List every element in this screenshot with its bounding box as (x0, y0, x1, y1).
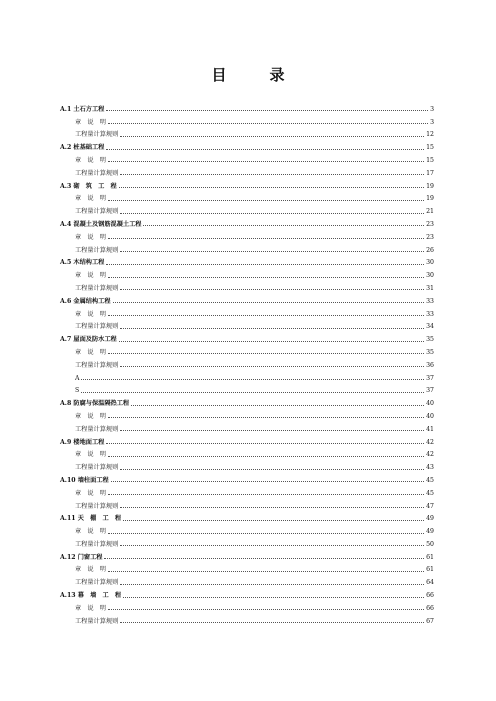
dot-leader (106, 263, 424, 265)
toc-entry-label: 工程量计算规则 (75, 617, 119, 625)
toc-page-number: 21 (426, 208, 434, 216)
dot-leader (108, 199, 424, 201)
toc-sub-entry[interactable] (60, 612, 434, 625)
toc-chapter-entry[interactable] (60, 292, 434, 305)
toc-page-number: 61 (426, 553, 434, 561)
dot-leader (120, 173, 424, 175)
toc-entry-label: 章 说 明 (75, 528, 106, 536)
toc-chapter-entry[interactable] (60, 433, 434, 446)
toc-sub-entry[interactable] (60, 446, 434, 459)
toc-entry-label: 工程量计算规则 (75, 208, 119, 216)
toc-entry-label: 章 说 明 (75, 604, 106, 612)
dot-leader (81, 391, 424, 393)
toc-chapter-entry[interactable] (60, 100, 434, 113)
toc-page-number: 19 (426, 195, 434, 203)
toc-page-number: 64 (426, 579, 434, 587)
dot-leader (108, 455, 424, 457)
toc-page-number: 3 (430, 118, 434, 126)
dot-leader (131, 404, 424, 406)
toc-entry-label: A (75, 374, 80, 382)
dot-leader (119, 186, 424, 188)
dot-leader (106, 109, 428, 111)
toc-sub-entry[interactable] (60, 522, 434, 535)
dot-leader (120, 468, 424, 470)
dot-leader (108, 493, 424, 495)
toc-page-number: 33 (426, 310, 434, 318)
dot-leader (120, 135, 424, 137)
toc-entry-label: 工程量计算规则 (75, 169, 119, 177)
toc-chapter-entry[interactable] (60, 510, 434, 523)
toc-page-number: 45 (426, 489, 434, 497)
toc-entry-label: 工程量计算规则 (75, 284, 119, 292)
toc-entry-label: A.8 防腐与保温隔热工程 (60, 400, 130, 408)
toc-page-number: 43 (426, 464, 434, 472)
dot-leader (123, 596, 424, 598)
toc-page-number: 37 (426, 387, 434, 395)
toc-page-number: 49 (426, 515, 434, 523)
toc-sub-entry[interactable] (60, 497, 434, 510)
toc-entry-label: 章 说 明 (75, 156, 106, 164)
toc-chapter-entry[interactable] (60, 177, 434, 190)
toc-sub-entry[interactable] (60, 126, 434, 139)
toc-sub-entry[interactable] (60, 151, 434, 164)
toc-page-number: 15 (426, 156, 434, 164)
toc-entry-label: A.12 门窗工程 (60, 553, 103, 561)
toc-entry-label: 章 说 明 (75, 310, 106, 318)
toc-sub-entry[interactable] (60, 113, 434, 126)
toc-entry-label: 章 说 明 (75, 412, 106, 420)
toc-entry-label: A.11 天 棚 工 程 (60, 515, 122, 523)
toc-page-number: 33 (426, 297, 434, 305)
toc-chapter-entry[interactable] (60, 394, 434, 407)
toc-entry-label: 工程量计算规则 (75, 323, 119, 331)
toc-chapter-entry[interactable] (60, 138, 434, 151)
toc-entry-label: A.2 桩基础工程 (60, 144, 105, 152)
toc-page-number: 23 (426, 220, 434, 228)
toc-entry-label: 工程量计算规则 (75, 464, 119, 472)
toc-entry-label: 章 说 明 (75, 489, 106, 497)
toc-chapter-entry[interactable] (60, 586, 434, 599)
dot-leader (120, 583, 424, 585)
toc-page-number: 17 (426, 169, 434, 177)
toc-sub-entry[interactable] (60, 190, 434, 203)
toc-page-number: 26 (426, 246, 434, 254)
dot-leader (108, 314, 424, 316)
toc-sub-entry[interactable] (60, 202, 434, 215)
dot-leader (108, 532, 424, 534)
toc-entry-label: A.7 屋面及防水工程 (60, 336, 117, 344)
toc-entry-label: 章 说 明 (75, 451, 106, 459)
dot-leader (120, 506, 424, 508)
dot-leader (108, 122, 428, 124)
toc-sub-entry[interactable] (60, 164, 434, 177)
toc-page-number: 40 (426, 400, 434, 408)
toc-page-number: 34 (426, 323, 434, 331)
dot-leader (120, 250, 424, 252)
toc-chapter-entry[interactable] (60, 215, 434, 228)
toc-entry-label: A.6 金属结构工程 (60, 297, 111, 305)
toc-page-number: 42 (426, 438, 434, 446)
toc-sub-entry[interactable] (60, 561, 434, 574)
toc-sub-entry[interactable] (60, 420, 434, 433)
toc-entry-label: A.3 砌 筑 工 程 (60, 182, 117, 190)
dot-leader (108, 352, 424, 354)
toc-entry-label: A.1 土石方工程 (60, 105, 105, 113)
toc-entry-label: A.13 幕 墙 工 程 (60, 592, 122, 600)
toc-page-number: 30 (426, 272, 434, 280)
toc-page-number: 47 (426, 502, 434, 510)
toc-page-number: 50 (426, 540, 434, 548)
toc-sub-entry[interactable] (60, 305, 434, 318)
toc-entry-label: 章 说 明 (75, 272, 106, 280)
dot-leader (108, 570, 424, 572)
dot-leader (108, 276, 424, 278)
toc-page-number: 37 (426, 374, 434, 382)
toc-page-number: 12 (426, 131, 434, 139)
toc-entry-label: 章 说 明 (75, 233, 106, 241)
toc-page-number: 49 (426, 528, 434, 536)
toc-sub-entry[interactable] (60, 573, 434, 586)
toc-sub-entry[interactable] (60, 266, 434, 279)
toc-entry-label: A.9 楼地面工程 (60, 438, 105, 446)
toc-entry-label: 章 说 明 (75, 118, 106, 126)
toc-page-number: 31 (426, 284, 434, 292)
toc-chapter-entry[interactable] (60, 471, 434, 484)
toc-page-number: 42 (426, 451, 434, 459)
toc-entry-label: A.5 木结构工程 (60, 259, 105, 267)
toc-page-number: 36 (426, 361, 434, 369)
dot-leader (120, 327, 424, 329)
toc-page-number: 19 (426, 182, 434, 190)
dot-leader (120, 621, 424, 623)
toc-entry-label: 工程量计算规则 (75, 361, 119, 369)
toc-entry-label: 工程量计算规则 (75, 425, 119, 433)
toc-entry-label: 工程量计算规则 (75, 579, 119, 587)
toc-sub-entry[interactable] (60, 484, 434, 497)
dot-leader (111, 480, 424, 482)
toc-page-number: 23 (426, 233, 434, 241)
toc-entry-label: 章 说 明 (75, 348, 106, 356)
toc-sub-entry[interactable] (60, 382, 434, 395)
dot-leader (123, 519, 424, 521)
toc-sub-entry[interactable] (60, 407, 434, 420)
toc-sub-entry[interactable] (60, 241, 434, 254)
toc-sub-entry[interactable] (60, 356, 434, 369)
toc-sub-entry[interactable] (60, 279, 434, 292)
toc-entry-label: 章 说 明 (75, 195, 106, 203)
toc-page-number: 35 (426, 348, 434, 356)
toc-entry-label: 工程量计算规则 (75, 246, 119, 254)
toc-page-number: 66 (426, 604, 434, 612)
dot-leader (81, 378, 424, 380)
toc-page-number: 40 (426, 412, 434, 420)
toc-entry-label: 工程量计算规则 (75, 540, 119, 548)
toc-page-number: 61 (426, 566, 434, 574)
toc-sub-entry[interactable] (60, 535, 434, 548)
dot-leader (108, 608, 424, 610)
dot-leader (108, 416, 424, 418)
toc-chapter-entry[interactable] (60, 548, 434, 561)
toc-sub-entry[interactable] (60, 369, 434, 382)
toc-entry-label: S (75, 387, 80, 395)
dot-leader (143, 224, 424, 226)
toc-entry-label: A.4 混凝土及钢筋混凝土工程 (60, 220, 142, 228)
dot-leader (120, 544, 424, 546)
toc-sub-entry[interactable] (60, 343, 434, 356)
toc-page-number: 3 (430, 105, 434, 113)
toc-entry-label: 工程量计算规则 (75, 502, 119, 510)
toc-entry-label: 工程量计算规则 (75, 131, 119, 139)
dot-leader (106, 148, 424, 150)
toc-page-number: 45 (426, 476, 434, 484)
toc-chapter-entry[interactable] (60, 330, 434, 343)
dot-leader (108, 237, 424, 239)
toc-page-number: 67 (426, 617, 434, 625)
toc-page-number: 15 (426, 144, 434, 152)
toc-page-number: 30 (426, 259, 434, 267)
toc-sub-entry[interactable] (60, 599, 434, 612)
table-of-contents (60, 100, 434, 625)
page-title: 目 录 (211, 66, 299, 84)
dot-leader (108, 160, 424, 162)
dot-leader (120, 429, 424, 431)
toc-entry-label: 章 说 明 (75, 566, 106, 574)
dot-leader (120, 212, 424, 214)
dot-leader (120, 365, 424, 367)
dot-leader (120, 288, 424, 290)
toc-page-number: 66 (426, 592, 434, 600)
dot-leader (106, 442, 424, 444)
toc-entry-label: A.10 墙柱面工程 (60, 476, 109, 484)
dot-leader (104, 557, 424, 559)
toc-sub-entry[interactable] (60, 318, 434, 331)
toc-page-number: 41 (426, 425, 434, 433)
toc-sub-entry[interactable] (60, 458, 434, 471)
toc-page-number: 35 (426, 336, 434, 344)
dot-leader (113, 301, 425, 303)
dot-leader (119, 340, 424, 342)
toc-sub-entry[interactable] (60, 228, 434, 241)
toc-chapter-entry[interactable] (60, 254, 434, 267)
